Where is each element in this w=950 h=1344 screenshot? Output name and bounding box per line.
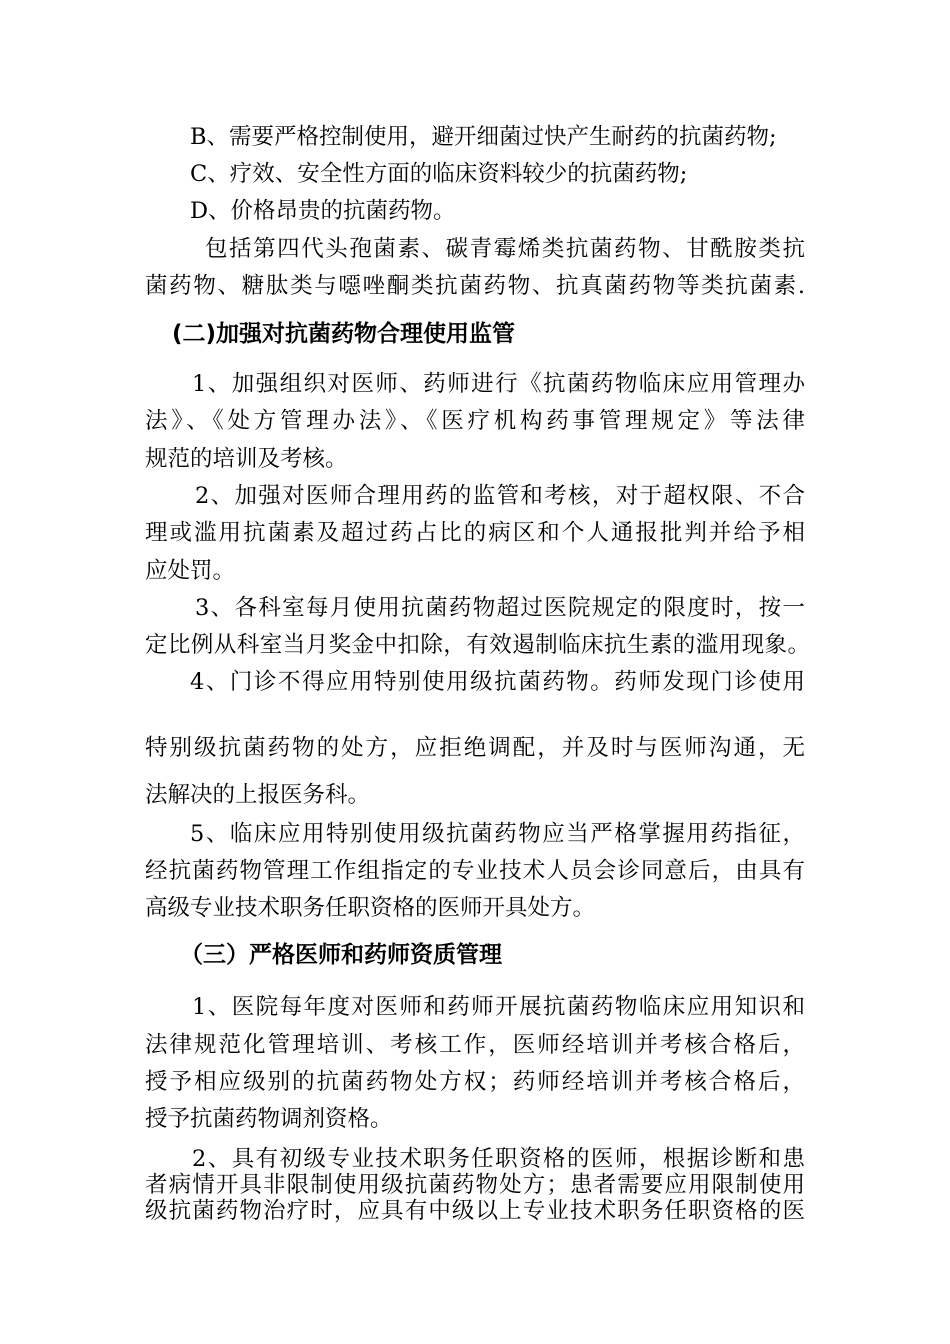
text-line: 级抗菌药物治疗时，应具有中级以上专业技术职务任职资格的医 [145,1198,805,1224]
text-line: 高级专业技术职务任职资格的医师开具处方。 [145,895,596,921]
text-line: 1、加强组织对医师、药师进行《抗菌药物临床应用管理办 [192,371,805,397]
text-line: 定比例从科室当月奖金中扣除，有效遏制临床抗生素的滥用现象。 [145,632,810,658]
text-line: 特别级抗菌药物的处方，应拒绝调配，并及时与医师沟通，无 [145,735,805,761]
text-line: 4、门诊不得应用特别使用级抗菌药物。药师发现门诊使用 [190,669,805,695]
text-line: 菌药物、糖肽类与噁唑酮类抗菌药物、抗真菌药物等类抗菌素. [145,273,805,299]
text-line: 5、临床应用特别使用级抗菌药物应当严格掌握用药指征， [190,821,805,847]
text-line: 3、各科室每月使用抗菌药物超过医院规定的限度时，按一 [195,595,805,621]
text-line: 经抗菌药物管理工作组指定的专业技术人员会诊同意后，由具有 [145,858,805,884]
text-line: 法》、《处方管理办法》、《医疗机构药事管理规定》等法律 [145,408,805,434]
text-line: C、疗效、安全性方面的临床资料较少的抗菌药物; [190,161,688,187]
text-line: 2、加强对医师合理用药的监管和考核，对于超权限、不合 [195,483,805,509]
text-line: 1、医院每年度对医师和药师开展抗菌药物临床应用知识和 [192,994,805,1020]
section-heading: (二)加强对抗菌药物合理使用监管 [172,321,516,347]
section-heading: （三）严格医师和药师资质管理 [180,942,502,968]
text-line: 授予抗菌药物调剂资格。 [145,1106,393,1132]
text-line: 包括第四代头孢菌素、碳青霉烯类抗菌药物、甘酰胺类抗 [205,236,805,262]
text-line: 规范的培训及考核。 [145,446,348,472]
text-line: B、需要严格控制使用，避开细菌过快产生耐药的抗菌药物; [190,124,777,150]
text-line: D、价格昂贵的抗菌药物。 [190,198,456,224]
text-line: 2、具有初级专业技术职务任职资格的医师，根据诊断和患 [192,1146,805,1172]
text-line: 授予相应级别的抗菌药物处方权；药师经培训并考核合格后， [145,1069,805,1095]
text-line: 法解决的上报医务科。 [145,782,371,808]
text-line: 法律规范化管理培训、考核工作，医师经培训并考核合格后， [145,1032,805,1058]
text-line: 应处罚。 [145,558,236,584]
text-line: 理或滥用抗菌素及超过药占比的病区和个人通报批判并给予相 [145,520,805,546]
text-line: 者病情开具非限制使用级抗菌药物处方；患者需要应用限制使用 [145,1172,805,1198]
